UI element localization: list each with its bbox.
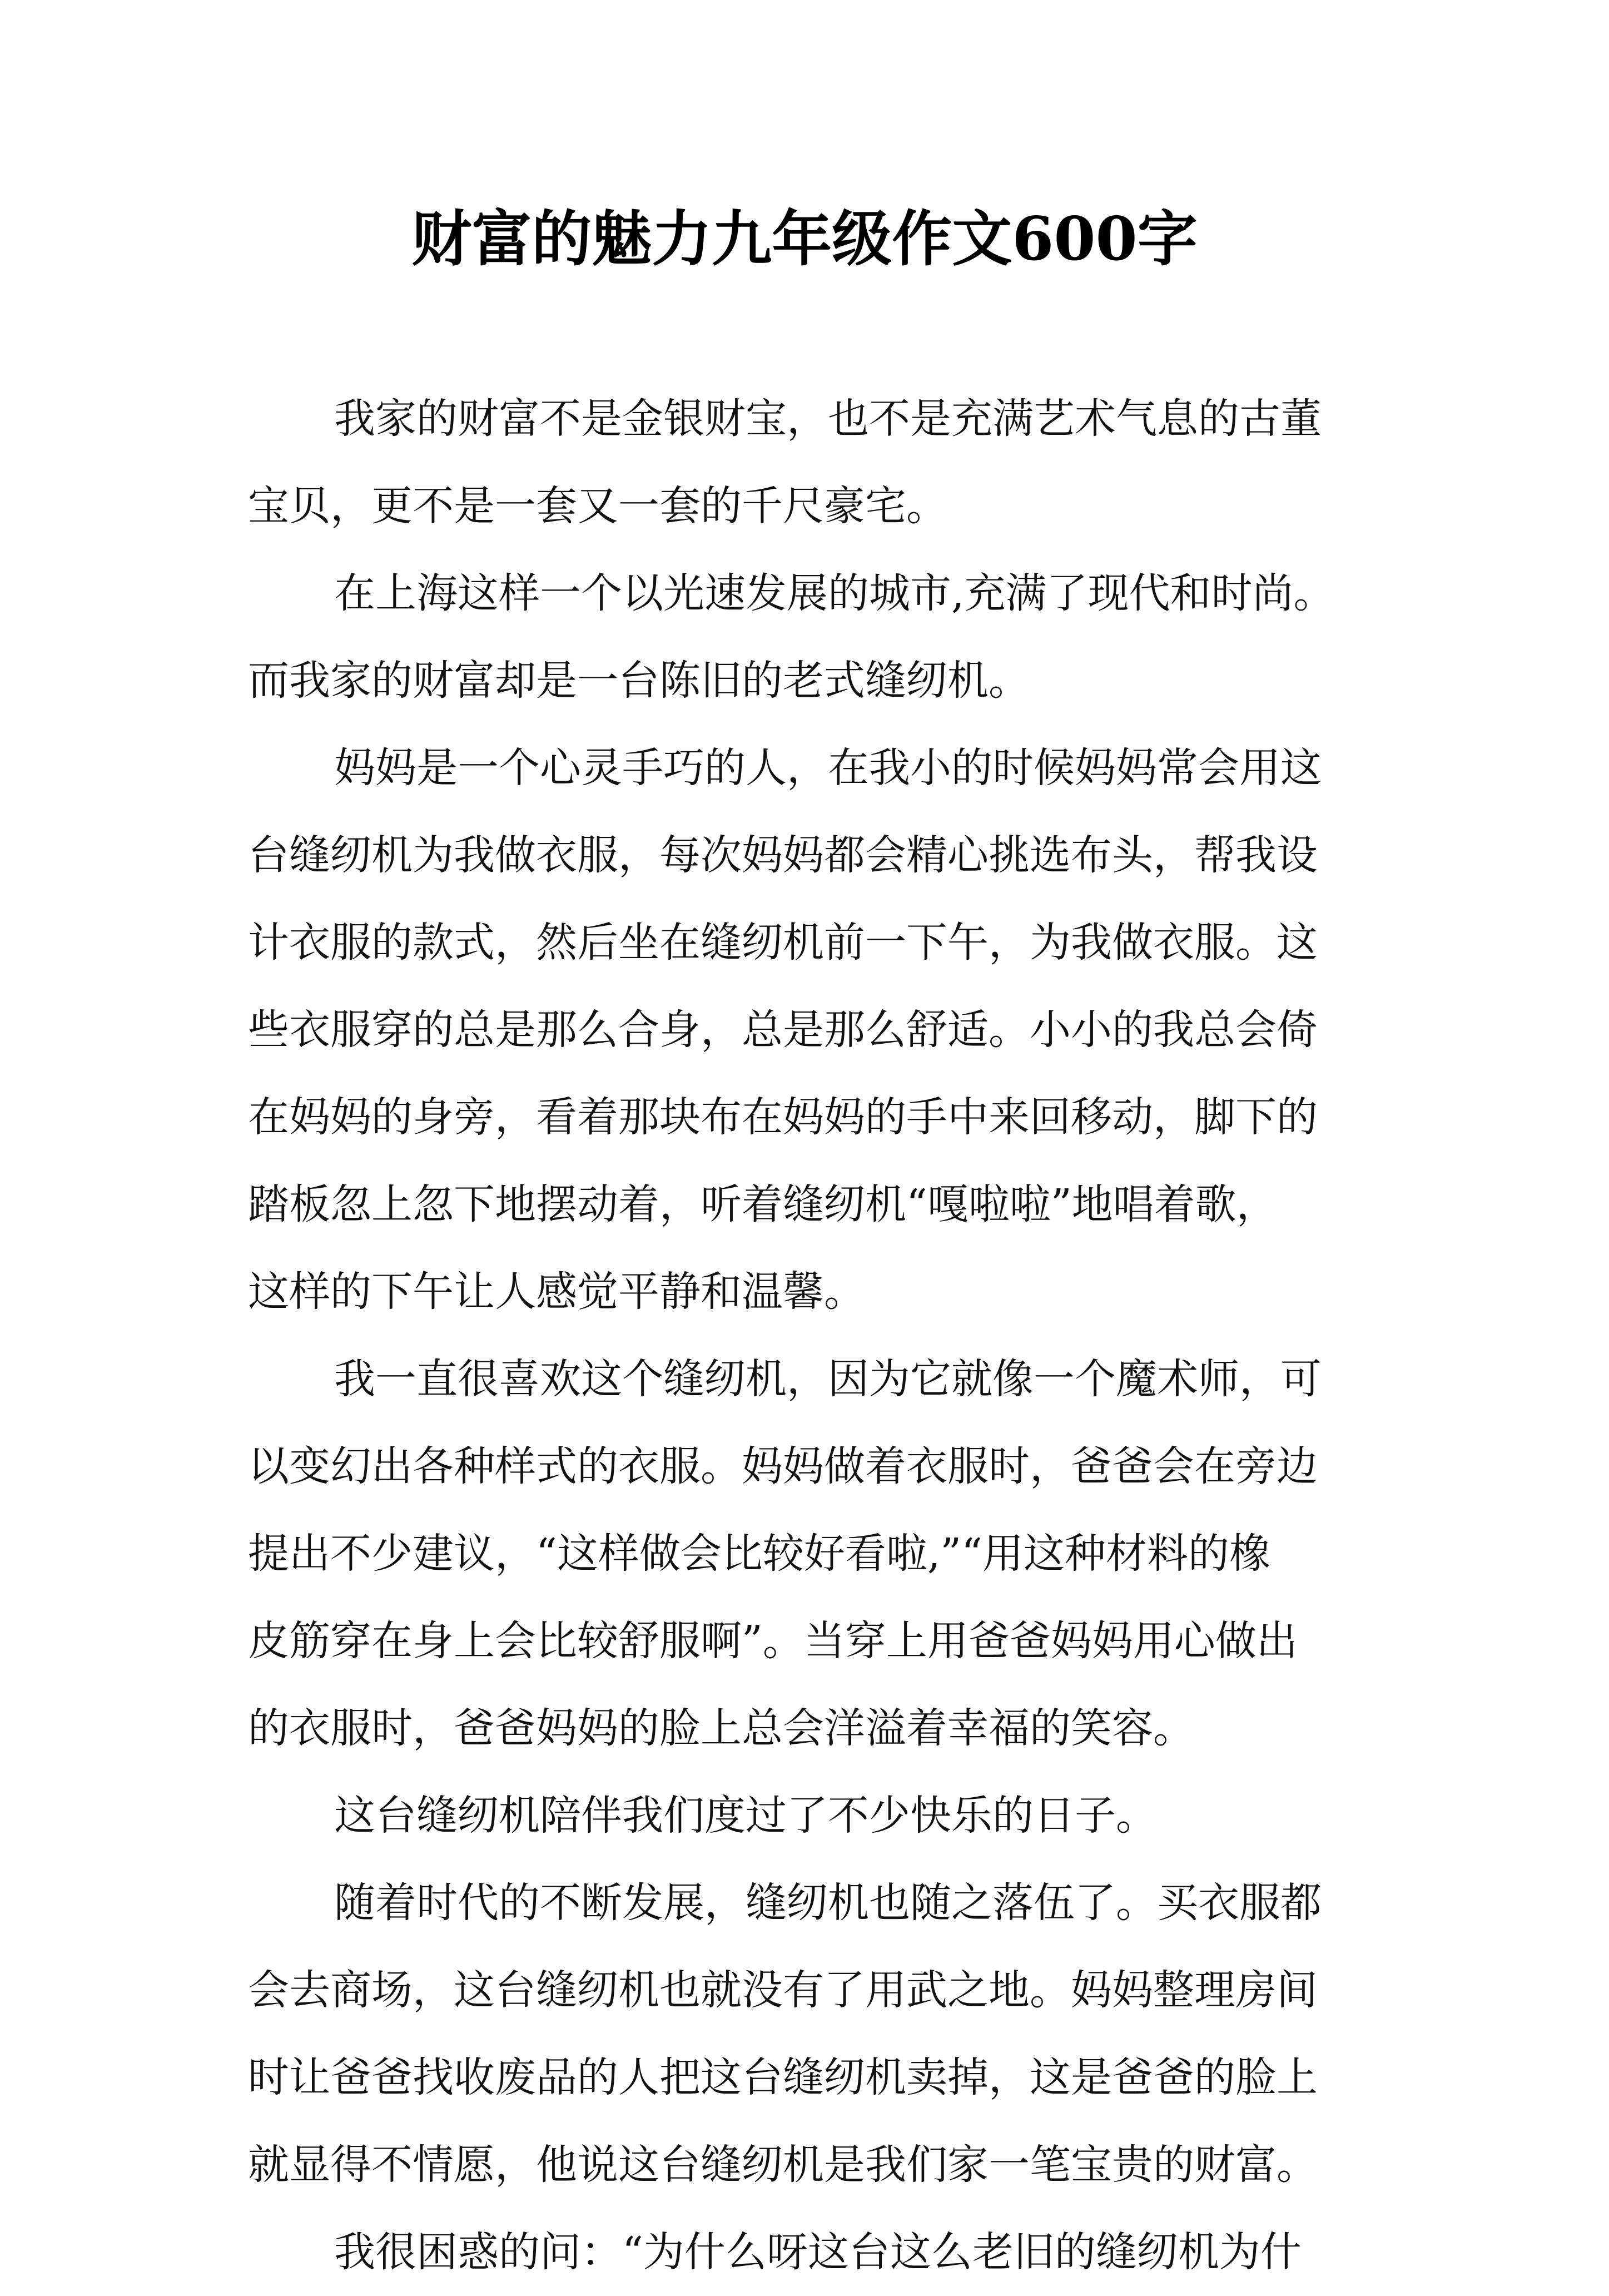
text-line: 以变幻出各种样式的衣服。妈妈做着衣服时，爸爸会在旁边	[248, 1442, 1318, 1490]
text-line: 妈妈是一个心灵手巧的人，在我小的时候妈妈常会用这	[334, 744, 1322, 792]
text-line: 宝贝，更不是一套又一套的千尺豪宅。	[248, 482, 947, 530]
text-line: 就显得不情愿，他说这台缝纫机是我们家一笔宝贵的财富。	[248, 2141, 1318, 2189]
text-line: 这样的下午让人感觉平静和温馨。	[248, 1268, 865, 1316]
text-line: 我一直很喜欢这个缝纫机，因为它就像一个魔术师，可	[334, 1355, 1322, 1403]
text-line: 而我家的财富却是一台陈旧的老式缝纫机。	[248, 657, 1030, 705]
document-title: 财富的魅力九年级作文600字	[411, 204, 1198, 274]
text-line: 我家的财富不是金银财宝，也不是充满艺术气息的古董	[334, 395, 1322, 443]
essay-body	[248, 375, 1371, 2296]
text-line: 提出不少建议，“这样做会比较好看啦,”“用这种材料的橡	[248, 1530, 1271, 1578]
text-line: 的衣服时，爸爸妈妈的脸上总会洋溢着幸福的笑容。	[248, 1704, 1194, 1752]
text-line: 在上海这样一个以光速发展的城市,充满了现代和时尚。	[334, 569, 1335, 617]
text-line: 在妈妈的身旁，看着那块布在妈妈的手中来回移动，脚下的	[248, 1093, 1318, 1141]
text-line: 踏板忽上忽下地摆动着，听着缝纫机“嘎啦啦”地唱着歌，	[248, 1181, 1278, 1228]
text-line: 这台缝纫机陪伴我们度过了不少快乐的日子。	[334, 1792, 1157, 1839]
text-line: 时让爸爸找收废品的人把这台缝纫机卖掉，这是爸爸的脸上	[248, 2054, 1318, 2101]
text-line: 会去商场，这台缝纫机也就没有了用武之地。妈妈整理房间	[248, 1966, 1318, 2014]
text-line: 随着时代的不断发展，缝纫机也随之落伍了。买衣服都	[334, 1879, 1322, 1927]
text-line: 台缝纫机为我做衣服，每次妈妈都会精心挑选布头，帮我设	[248, 831, 1318, 879]
text-line: 计衣服的款式，然后坐在缝纫机前一下午，为我做衣服。这	[248, 919, 1318, 966]
text-line: 些衣服穿的总是那么合身，总是那么舒适。小小的我总会倚	[248, 1006, 1318, 1054]
text-line: 皮筋穿在身上会比较舒服啊”。当穿上用爸爸妈妈用心做出	[248, 1617, 1298, 1665]
text-line: 我很困惑的问：“为什么呀这台这么老旧的缝纫机为什	[334, 2228, 1302, 2276]
